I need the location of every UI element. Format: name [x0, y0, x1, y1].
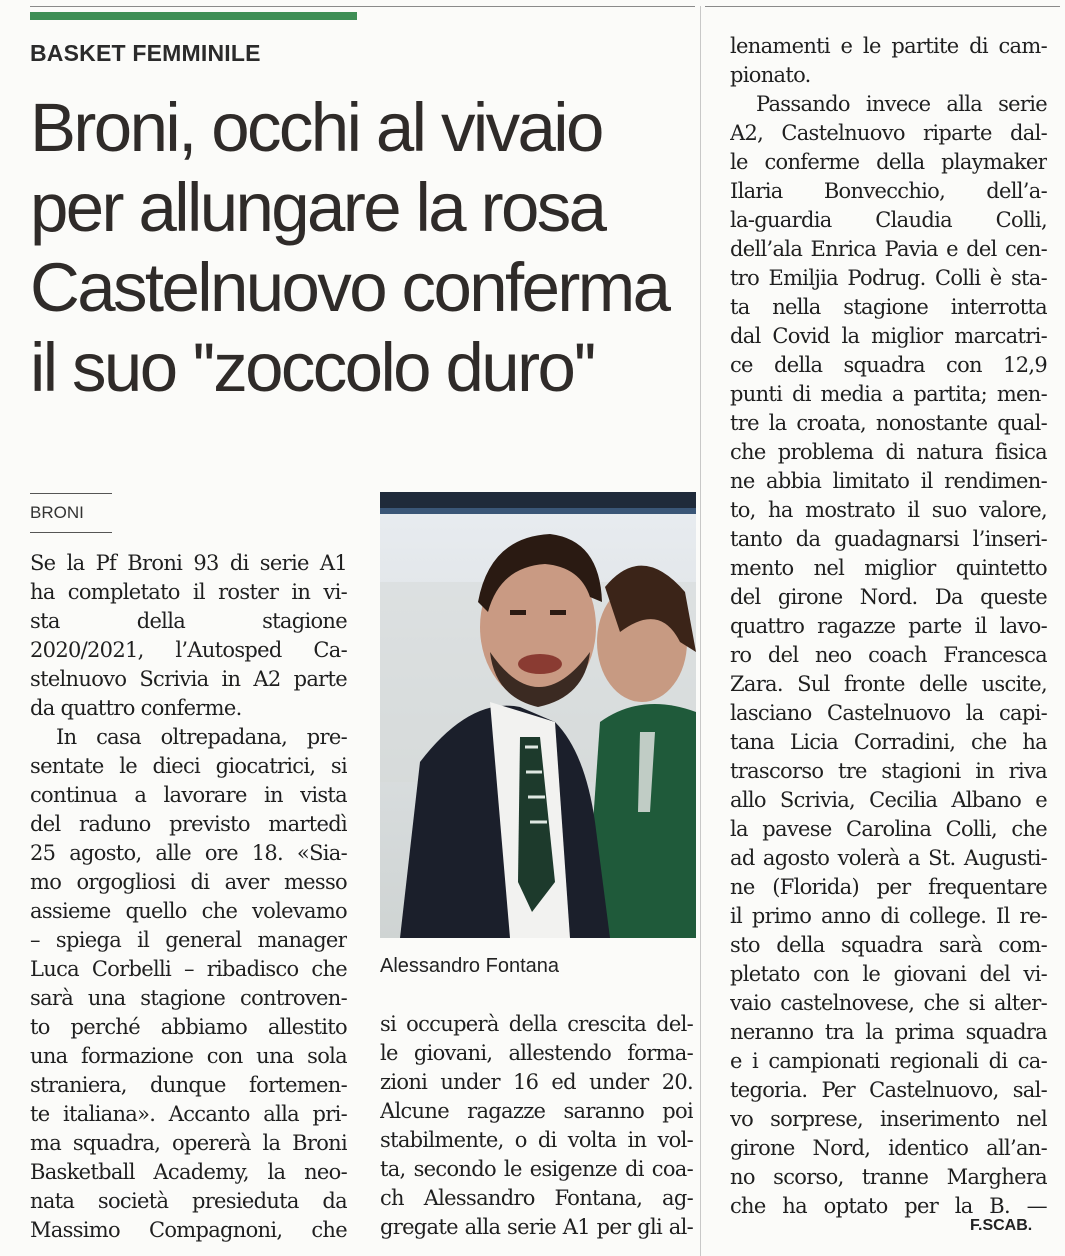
author-signature: F.SCAB.	[970, 1217, 1033, 1234]
article-column-3	[730, 32, 1047, 1221]
text-line: tana Licia Corradini, che ha	[730, 730, 1047, 754]
text-line: la-guardia Claudia Colli,	[730, 208, 1047, 232]
text-line: lasciano Castelnuovo la capi-	[730, 701, 1047, 725]
text-line: tre la croata, nonostante qual-	[730, 411, 1047, 435]
text-line: le giovani, allestendo forma-	[380, 1041, 693, 1065]
text-line: Se la Pf Broni 93 di serie A1	[30, 551, 347, 575]
text-line: punti di media a partita; men-	[730, 382, 1047, 406]
text-line: stelnuovo Scrivia in A2 parte	[30, 667, 347, 691]
text-line: Basketball Academy, la neo-	[30, 1160, 347, 1184]
text-line: tegoria. Per Castelnuovo, sal-	[730, 1078, 1047, 1102]
dateline-rule	[30, 532, 112, 533]
text-line: che ha optato per la B. —	[730, 1194, 1047, 1218]
text-line: mo orgogliosi di aver messo	[30, 870, 347, 894]
text-line: il primo anno di college. Il re-	[730, 904, 1047, 928]
text-line: ch Alessandro Fontana, ag-	[380, 1186, 693, 1210]
text-line: ne (Florida) per frequentare	[730, 875, 1047, 899]
text-line: allo Scrivia, Cecilia Albano e	[730, 788, 1047, 812]
top-rule-right	[705, 6, 1060, 7]
text-line: Ilaria Bonvecchio, dell’a-	[730, 179, 1047, 203]
headline-line: il suo ''zoccolo duro''	[30, 329, 595, 406]
text-line: – spiega il general manager	[30, 928, 347, 952]
headline	[30, 88, 710, 408]
text-line: le conferme della playmaker	[730, 150, 1047, 174]
text-line: tro Emiljia Podrug. Colli è sta-	[730, 266, 1047, 290]
text-line: mento nel miglior quintetto	[730, 556, 1047, 580]
text-line: ha completato il roster in vi-	[30, 580, 347, 604]
text-line: In casa oltrepadana, pre-	[56, 725, 347, 749]
text-line: ne abbia limitato il rendimen-	[730, 469, 1047, 493]
text-line: una formazione con una sola	[30, 1044, 347, 1068]
text-line: da quattro conferme.	[30, 696, 242, 720]
text-line: sarà una stagione controven-	[30, 986, 347, 1010]
text-line: no scorso, tranne Marghera	[730, 1165, 1047, 1189]
section-kicker: BASKET FEMMINILE	[30, 40, 261, 66]
text-line: to, ha mostrato il suo valore,	[730, 498, 1047, 522]
text-line: neranno tra la prima squadra	[730, 1020, 1047, 1044]
coach-photo-illustration	[380, 492, 696, 938]
text-line: sta della stagione	[30, 609, 347, 633]
article-photo	[380, 492, 696, 938]
text-line: pletato con le giovani del vi-	[730, 962, 1047, 986]
text-line: trascorso tre stagioni in riva	[730, 759, 1047, 783]
article-column-1	[30, 549, 347, 1245]
text-line: Luca Corbelli – ribadisco che	[30, 957, 347, 981]
text-line: ro del neo coach Francesca	[730, 643, 1047, 667]
text-line: ce della squadra con 12,9	[730, 353, 1047, 377]
text-line: te italiana». Accanto alla pri-	[30, 1102, 347, 1126]
text-line: del girone Nord. Da queste	[730, 585, 1047, 609]
text-line: si occuperà della crescita del-	[380, 1012, 693, 1036]
article-column-2	[380, 1010, 693, 1242]
text-line: dell’ala Enrica Pavia e del cen-	[730, 237, 1047, 261]
dateline: BRONI	[30, 503, 84, 522]
text-line: che problema di natura fisica	[730, 440, 1047, 464]
text-line: la pavese Carolina Colli, che	[730, 817, 1047, 841]
text-line: 2020/2021, l’Autosped Ca-	[30, 638, 347, 662]
text-line: e i campionati regionali di ca-	[730, 1049, 1047, 1073]
text-line: ta, secondo le esigenze di coa-	[380, 1157, 693, 1181]
text-line: gregate alla serie A1 per gli al-	[380, 1215, 693, 1239]
text-line: zioni under 16 ed under 20.	[380, 1070, 693, 1094]
headline-line: Castelnuovo conferma	[30, 249, 669, 326]
text-line: vaio castelnovese, che si alter-	[730, 991, 1047, 1015]
text-line: ta nella stagione interrotta	[730, 295, 1047, 319]
text-line: girone Nord, identico all’an-	[730, 1136, 1047, 1160]
text-line: assieme quello che volevamo	[30, 899, 347, 923]
top-rule-left	[30, 6, 695, 7]
text-line: sentate le dieci giocatrici, si	[30, 754, 347, 778]
text-line: ad agosto volerà a St. Augusti-	[730, 846, 1047, 870]
text-line: straniera, dunque fortemen-	[30, 1073, 347, 1097]
text-line: pionato.	[730, 63, 811, 87]
text-line: nata società presieduta da	[30, 1189, 347, 1213]
text-line: ma squadra, opererà la Broni	[30, 1131, 347, 1155]
section-accent-bar	[30, 12, 357, 20]
text-line: A2, Castelnuovo riparte dal-	[730, 121, 1047, 145]
text-line: stabilmente, o di volta in vol-	[380, 1128, 693, 1152]
text-line: tanto da guadagnarsi l’inseri-	[730, 527, 1047, 551]
text-line: Alcune ragazze saranno poi	[380, 1099, 693, 1123]
text-line: del raduno previsto martedì	[30, 812, 347, 836]
text-line: 25 agosto, alle ore 18. «Sia-	[30, 841, 347, 865]
photo-caption: Alessandro Fontana	[380, 955, 560, 977]
text-line: lenamenti e le partite di cam-	[730, 34, 1047, 58]
text-line: quattro ragazze parte il lavo-	[730, 614, 1047, 638]
text-line: to perché abbiamo allestito	[30, 1015, 347, 1039]
text-line: Zara. Sul fronte delle uscite,	[730, 672, 1047, 696]
dateline-rule	[30, 493, 112, 494]
headline-line: per allungare la rosa	[30, 169, 605, 246]
text-line: Passando invece alla serie	[756, 92, 1047, 116]
text-line: vo sorprese, inserimento nel	[730, 1107, 1047, 1131]
text-line: sto della squadra sarà com-	[730, 933, 1047, 957]
text-line: dal Covid la miglior marcatri-	[730, 324, 1047, 348]
text-line: Massimo Compagnoni, che	[30, 1218, 347, 1242]
headline-line: Broni, occhi al vivaio	[30, 89, 602, 166]
text-line: continua a lavorare in vista	[30, 783, 347, 807]
